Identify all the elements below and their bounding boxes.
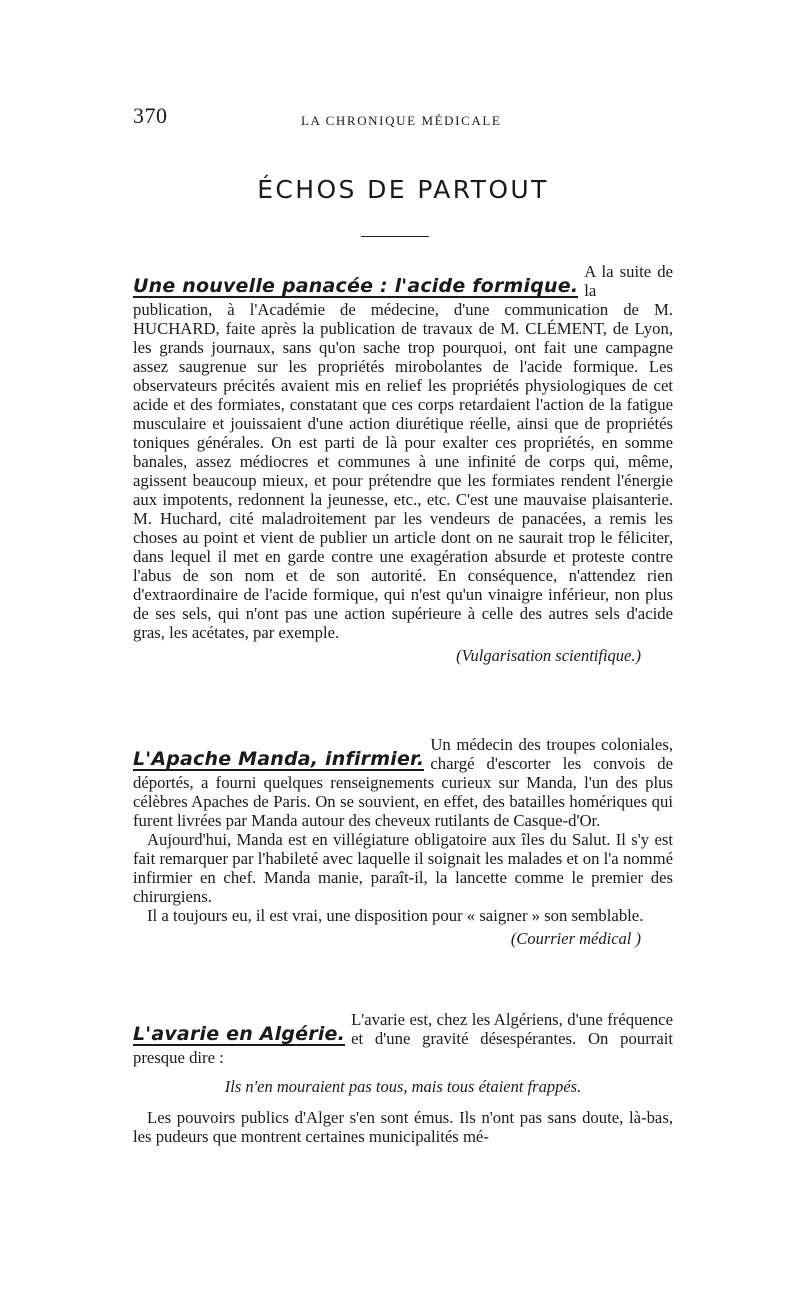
article-heading-wrapper: [133, 1010, 345, 1046]
article-block: [133, 735, 673, 830]
article-acide-formique: [133, 262, 673, 665]
article-heading: L'Apache Manda, infirmier.: [133, 735, 424, 771]
article-block: [133, 1010, 673, 1067]
article-heading-wrapper: [133, 262, 578, 298]
page-number: 370: [133, 103, 168, 128]
running-head: LA CHRONIQUE MÉDICALE: [301, 113, 502, 128]
article-paragraph: Aujourd'hui, Manda est en villégiature obligatoire aux îles du Salut. Il s'y est fait remarquer par l'habileté avec laquelle il soignait les malades et on l'a nommé infirmier en chef. Manda manie, paraît-il, la lancette comme le premier des chirurgiens.: [133, 830, 673, 906]
article-body: A la suite de la publication, à l'Académie de médecine, d'une communication de M. HUCHARD, faite après la publication de travaux de M. CLÉMENT, de Lyon, les grands journaux, sans qu'on sache trop pourquoi, ont fait une campagne assez saugrenue sur les propriétés mirobolantes de l'acide formique. Les observateurs précités avaient mis en relief les propriétés physiologiques de cet acide et des formiates, constatant que ces corps retardaient l'action de la fatigue musculaire et jouissaient d'une action diurétique réelle, ainsi que de propriétés toniques générales. On est parti de là pour exalter ces propriétés, en somme banales, assez médiocres et communes à une infinité de corps qui, même, agissent beaucoup mieux, et pour prétendre que les formiates rendent l'énergie aux impotents, redonnent la jeunesse, etc., etc. C'est une mauvaise plaisanterie. M. Huchard, cité maladroitement par les vendeurs de panacées, a remis les choses au point et vient de publier un article dont on ne saurait trop le féliciter, dans lequel il met en garde contre une exagération absurde et proteste contre l'abus de son nom et de son autorité. En conséquence, n'attendez rien d'extraordinaire de l'acide formique, qui n'est qu'un vinaigre inférieur, non plus de ses sels, qui n'ont pas une action supérieure à celle des autres sels d'acide gras, les acétates, par exemple.: [133, 262, 673, 642]
article-heading: Une nouvelle panacée : l'acide formique.: [133, 262, 578, 298]
article-heading-wrapper: [133, 735, 424, 771]
article-paragraph: Il a toujours eu, il est vrai, une disposition pour « saigner » son semblable.: [147, 906, 644, 925]
title-divider: [361, 236, 429, 237]
article-block: [133, 262, 673, 642]
article-heading: L'avarie en Algérie.: [133, 1010, 345, 1046]
article-quote: Ils n'en mouraient pas tous, mais tous étaient frappés.: [224, 1077, 582, 1096]
article-avarie-algerie: [133, 1010, 673, 1146]
article-apache-manda: [133, 735, 673, 948]
article-source: (Courrier médical ): [510, 929, 641, 948]
article-body: L'avarie est, chez les Algériens, d'une fréquence et d'une gravité désespérantes. On pourrait presque dire :: [133, 1010, 673, 1067]
article-body: Un médecin des troupes coloniales, chargé d'escorter les convois de déportés, a fourni quelques renseignements curieux sur Manda, l'un des plus célèbres Apaches de Paris. On se souvient, en effet, des batailles homériques qui furent livrées par Manda autour des cheveux rutilants de Casque-d'Or.: [133, 735, 673, 830]
section-title: ÉCHOS DE PARTOUT: [257, 175, 549, 204]
article-source: (Vulgarisation scientifique.): [456, 646, 641, 665]
article-paragraph: Les pouvoirs publics d'Alger s'en sont émus. Ils n'ont pas sans doute, là-bas, les pudeurs que montrent certaines municipalités mé-: [133, 1108, 673, 1146]
page-header: [133, 103, 673, 133]
